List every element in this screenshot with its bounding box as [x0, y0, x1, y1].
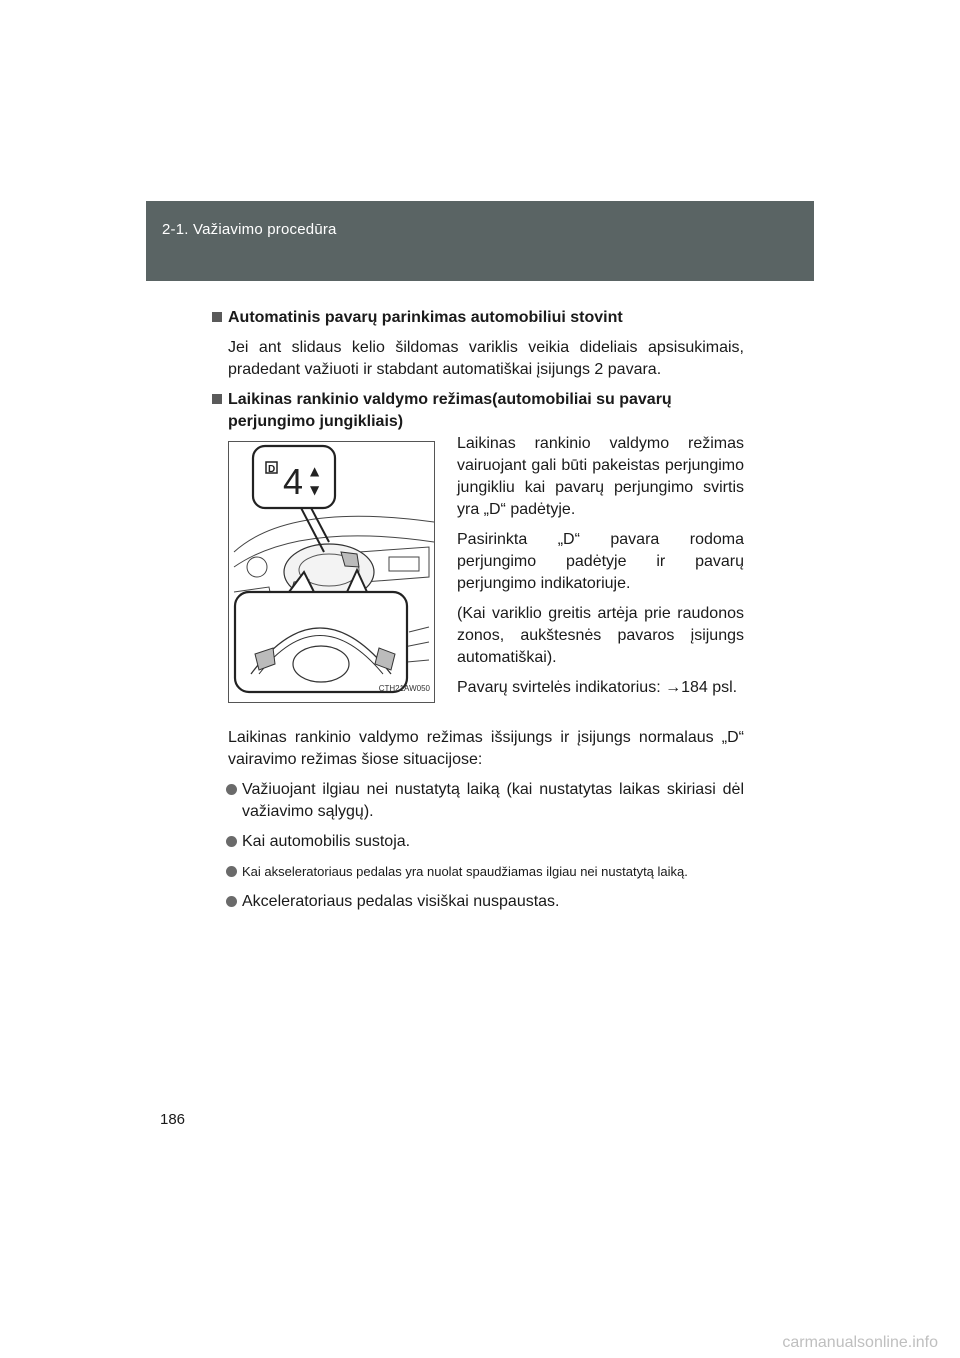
steering-wheel-illustration — [228, 441, 435, 703]
figure-row — [212, 435, 744, 719]
side-paragraph: Pasirinkta „D“ pavara rodoma perjungimo padėtyje ir pavarų perjungimo indikatoriuje. — [457, 531, 744, 592]
indicator-digit: 4 — [283, 461, 304, 502]
list-item: Kai automobilis sustoja. — [212, 831, 744, 853]
figure-code: CTH21AW050 — [378, 684, 430, 693]
watermark: carmanualsonline.info — [782, 1334, 938, 1351]
page-number: 186 — [160, 1111, 186, 1128]
list-item: Važiuojant ilgiau nei nustatytą laiką (kai nustatytas laikas skiriasi dėl važiavimo sąlygų). — [212, 779, 744, 823]
paragraph-auto-gear: Jei ant slidaus kelio šildomas variklis veikia dideliais apsisukimais, pradedant važiuoti ir stabdant automatiškai įsijungs 2 pavara. — [228, 339, 744, 378]
heading-manual-mode: Laikinas rankinio valdymo režimas(automobiliai su pavarų perjungimo jungikliais) — [212, 389, 744, 433]
arrow-up-icon: ▲ — [310, 464, 320, 478]
round-bullet-icon — [226, 784, 237, 795]
section-title: 2-1. Važiavimo procedūra — [162, 221, 337, 238]
side-paragraph: Laikinas rankinio valdymo režimas vairuojant gali būti pakeistas perjungimo jungikliu kai pavarų perjungimo svirtis yra „D“ padėtyje. — [457, 435, 744, 518]
square-bullet-icon — [212, 394, 222, 404]
round-bullet-icon — [226, 836, 237, 847]
round-bullet-icon — [226, 896, 237, 907]
heading-auto-gear: Automatinis pavarų parinkimas automobiliui stovint — [212, 307, 744, 329]
list-item: Kai akseleratoriaus pedalas yra nuolat spaudžiamas ilgiau nei nustatytą laiką. — [212, 861, 744, 883]
figure-side-text — [457, 433, 744, 707]
indicator-letter: D — [268, 464, 276, 475]
steering-wheel-drawing — [229, 442, 434, 702]
paragraph-mode-exit: Laikinas rankinio valdymo režimas išsijungs ir įsijungs normalaus „D“ vairavimo režimas šiose situacijose: — [228, 729, 744, 768]
round-bullet-icon — [226, 866, 237, 877]
arrow-down-icon: ▼ — [310, 483, 320, 497]
section-header-band — [146, 201, 814, 281]
square-bullet-icon — [212, 312, 222, 322]
page-content — [212, 307, 744, 921]
side-paragraph: (Kai variklio greitis artėja prie raudonos zonos, aukštesnės pavaros įsijungs automatiškai). — [457, 605, 744, 666]
list-item: Akceleratoriaus pedalas visiškai nuspaustas. — [212, 891, 744, 913]
side-paragraph-reference: Pavarų svirtelės indikatorius: →184 psl. — [457, 679, 738, 696]
